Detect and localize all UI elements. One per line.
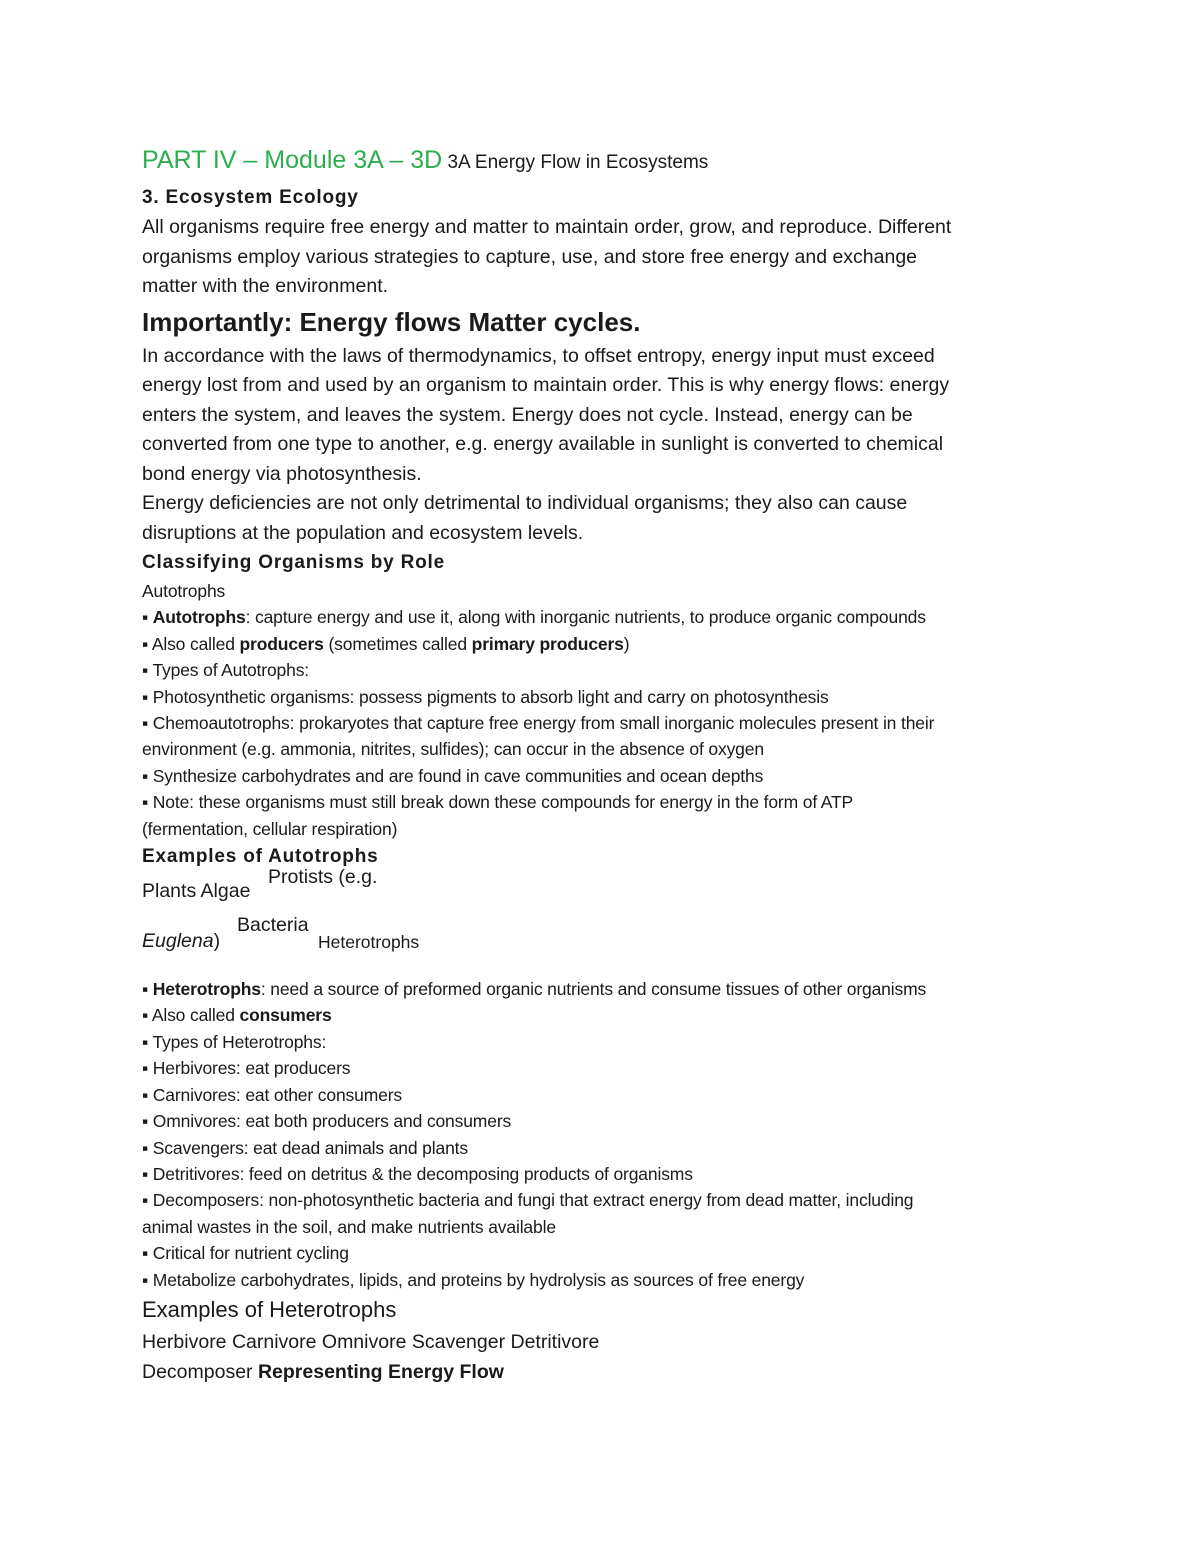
bullet: ▪ bbox=[142, 686, 149, 707]
list-item: ▪ Types of Autotrophs: bbox=[142, 660, 310, 681]
list-item: ▪ Photosynthetic organisms: possess pigments to absorb light and carry on photosynthesis bbox=[142, 686, 829, 707]
autotrophs-label: Autotrophs bbox=[142, 581, 226, 601]
intro-line: organisms employ various strategies to capture, use, and store free energy and exchange bbox=[142, 245, 918, 268]
bullet: ▪ bbox=[142, 1005, 149, 1026]
document-page bbox=[142, 140, 1062, 1387]
term: producers bbox=[239, 633, 324, 654]
term: primary producers bbox=[471, 633, 624, 654]
term: consumers bbox=[239, 1005, 332, 1026]
bullet: ▪ bbox=[142, 1190, 149, 1211]
list-item: ▪ Critical for nutrient cycling bbox=[142, 1243, 349, 1264]
list-item: ▪ Autotrophs: capture energy and use it, along with inorganic nutrients, to produce organic compounds bbox=[142, 607, 926, 628]
list-item: ▪ Synthesize carbohydrates and are found in cave communities and ocean depths bbox=[142, 765, 764, 786]
document-title bbox=[142, 140, 1062, 183]
bullet: ▪ bbox=[142, 1058, 149, 1079]
bullet: ▪ bbox=[142, 1163, 149, 1184]
list-item-continuation: (fermentation, cellular respiration) bbox=[142, 818, 398, 839]
list-item: ▪ Omnivores: eat both producers and consumers bbox=[142, 1111, 512, 1132]
intro-line: All organisms require free energy and matter to maintain order, grow, and reproduce. Different bbox=[142, 216, 952, 238]
bullet: ▪ bbox=[142, 713, 149, 734]
list-item: ▪ Note: these organisms must still break down these compounds for energy in the form of ATP bbox=[142, 792, 854, 813]
list-item: ▪ Types of Heterotrophs: bbox=[142, 1031, 327, 1052]
bullet: ▪ bbox=[142, 1111, 149, 1132]
thermo-line: energy lost from and used by an organism to maintain order. This is why energy flows: energy bbox=[142, 374, 950, 396]
list-item: ▪ Herbivores: eat producers bbox=[142, 1058, 351, 1079]
label-protists: Protists (e.g. bbox=[268, 866, 378, 889]
list-item: ▪ Also called consumers bbox=[142, 1005, 332, 1026]
bullet: ▪ bbox=[142, 607, 149, 628]
thermo-line: enters the system, and leaves the system. Energy does not cycle. Instead, energy can be bbox=[142, 403, 913, 426]
list-item: ▪ Chemoautotrophs: prokaryotes that capture free energy from small inorganic molecules present in their bbox=[142, 713, 935, 734]
bullet: ▪ bbox=[142, 1137, 149, 1158]
thermo-line: converted from one type to another, e.g. energy available in sunlight is converted to chemical bbox=[142, 433, 944, 455]
key-statement: Importantly: Energy flows Matter cycles. bbox=[142, 306, 641, 337]
bullet: ▪ bbox=[142, 633, 149, 654]
list-item: ▪ Carnivores: eat other consumers bbox=[142, 1084, 402, 1105]
examples-autotrophs-heading: Examples of Autotrophs bbox=[142, 846, 379, 868]
bullet: ▪ bbox=[142, 660, 149, 681]
classifying-heading: Classifying Organisms by Role bbox=[142, 552, 446, 573]
bullet: ▪ bbox=[142, 765, 149, 786]
term: Autotrophs bbox=[152, 607, 246, 628]
examples-autotrophs-figure-labels bbox=[142, 866, 1062, 976]
heterotrophs-label: Heterotrophs bbox=[318, 932, 420, 953]
list-item: ▪ Heterotrophs: need a source of preformed organic nutrients and consume tissues of other organisms bbox=[142, 979, 927, 1000]
lesson-subtitle: 3A Energy Flow in Ecosystems bbox=[447, 152, 709, 173]
label-bacteria: Bacteria bbox=[237, 914, 309, 937]
list-item: ▪ Scavengers: eat dead animals and plants bbox=[142, 1137, 468, 1158]
part-module-title: PART IV – Module 3A – 3D bbox=[142, 146, 443, 174]
bullet: ▪ bbox=[142, 792, 149, 813]
bullet: ▪ bbox=[142, 1031, 149, 1052]
thermo-line: In accordance with the laws of thermodynamics, to offset entropy, energy input must exceed bbox=[142, 344, 935, 367]
intro-line: matter with the environment. bbox=[142, 275, 389, 297]
bullet: ▪ bbox=[142, 1084, 149, 1105]
examples-heterotrophs-line bbox=[142, 1357, 1062, 1387]
label-euglena-line: Euglena) bbox=[142, 930, 221, 953]
label-plants-algae: Plants Algae bbox=[142, 880, 251, 903]
term: Heterotrophs bbox=[152, 979, 261, 1000]
label-euglena: Euglena bbox=[142, 930, 214, 953]
list-item: ▪ Also called producers (sometimes called primary producers) bbox=[142, 633, 630, 654]
thermo-line: Energy deficiencies are not only detrimental to individual organisms; they also can cause bbox=[142, 492, 908, 514]
list-item: ▪ Metabolize carbohydrates, lipids, and proteins by hydrolysis as sources of free energy bbox=[142, 1269, 805, 1290]
thermo-line: bond energy via photosynthesis. bbox=[142, 462, 422, 485]
thermo-line: disruptions at the population and ecosystem levels. bbox=[142, 521, 584, 544]
bullet: ▪ bbox=[142, 979, 149, 1000]
representing-energy-flow-heading: Representing Energy Flow bbox=[257, 1360, 504, 1383]
bullet: ▪ bbox=[142, 1243, 149, 1264]
list-item: ▪ Detritivores: feed on detritus & the decomposing products of organisms bbox=[142, 1163, 693, 1184]
list-item-continuation: environment (e.g. ammonia, nitrites, sulfides); can occur in the absence of oxygen bbox=[142, 739, 764, 760]
label-decomposer: Decomposer bbox=[142, 1360, 253, 1383]
examples-heterotrophs-line: Herbivore Carnivore Omnivore Scavenger Detritivore bbox=[142, 1330, 600, 1353]
section-heading: 3. Ecosystem Ecology bbox=[142, 187, 359, 208]
examples-heterotrophs-heading: Examples of Heterotrophs bbox=[142, 1296, 397, 1322]
list-item-continuation: animal wastes in the soil, and make nutrients available bbox=[142, 1216, 556, 1237]
bullet: ▪ bbox=[142, 1269, 149, 1290]
list-item: ▪ Decomposers: non-photosynthetic bacteria and fungi that extract energy from dead matter, including bbox=[142, 1190, 914, 1211]
